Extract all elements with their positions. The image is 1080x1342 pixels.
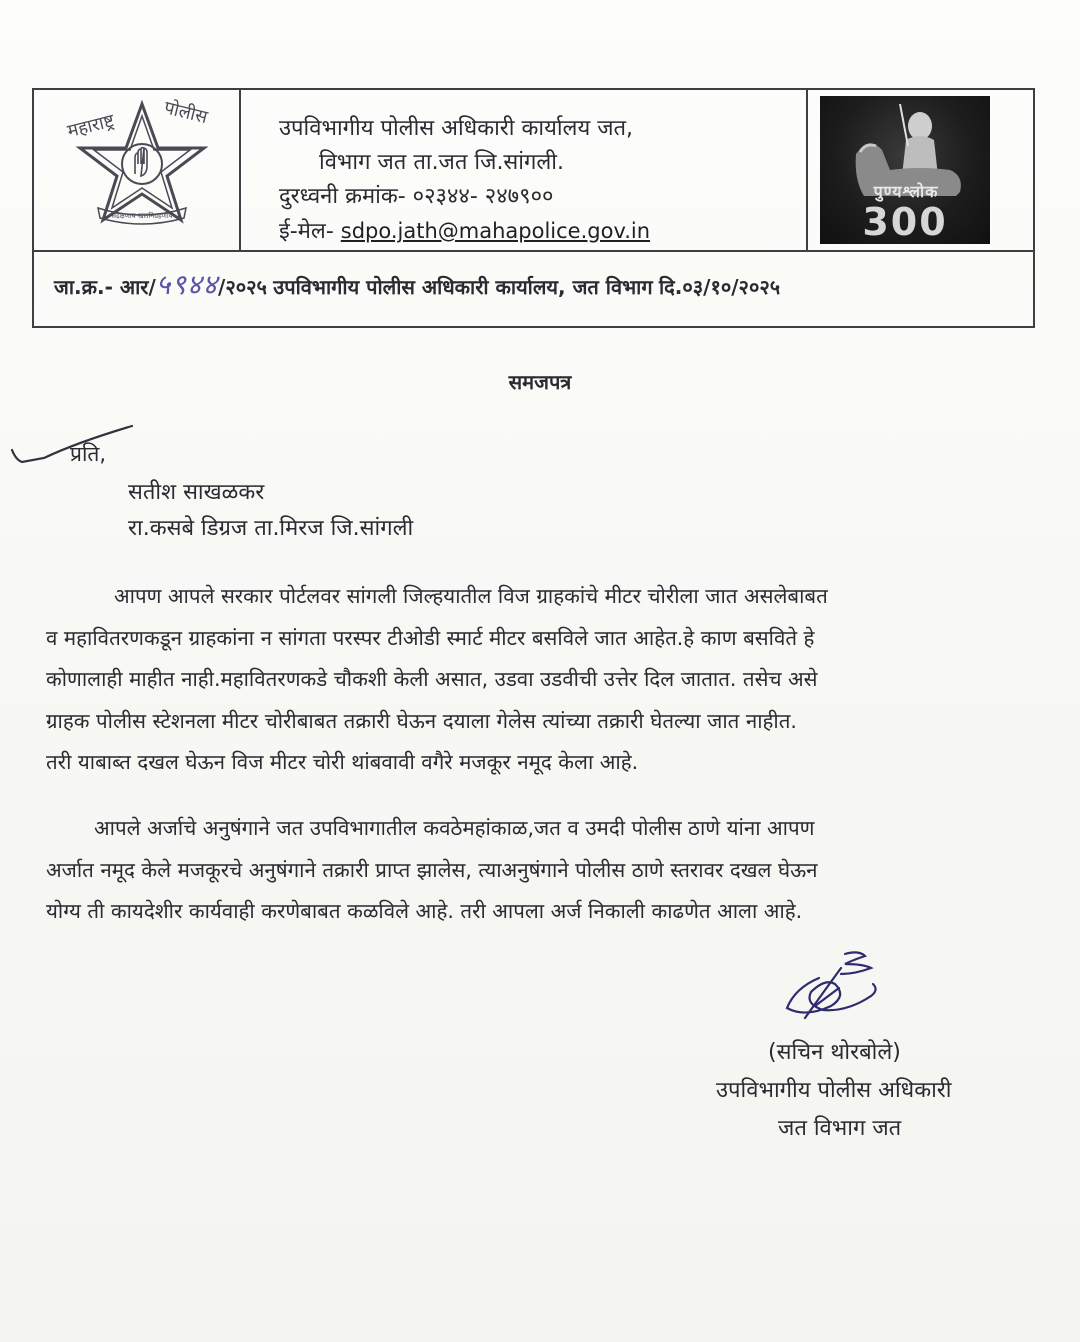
signatory-designation: उपविभागीय पोलीस अधिकारी (716, 1078, 952, 1103)
reference-line (54, 270, 1014, 302)
maharashtra-police-emblem-icon (34, 90, 234, 246)
email-line (279, 214, 799, 249)
emblem-ribbon-text: सद्रक्षणाय खलनिग्रहणाय (111, 212, 173, 220)
office-line-1: उपविभागीय पोलीस अधिकारी कार्यालय जत, (279, 116, 634, 141)
phone-label: दुरध्वनी क्रमांक- (279, 184, 406, 209)
para2-line-3: योग्य ती कायदेशीर कार्यवाही करणेबाबत कळविले आहे. तरी आपला अर्ज निकाली काढणेत आला आहे. (46, 899, 803, 923)
para1-line-5: तरी याबाब्त दखल घेऊन विज मीटर चोरी थांबवावी वगैरे मजकूर नमूद केला आहे. (46, 750, 639, 774)
tribute-label: पुण्यश्लोक (873, 182, 939, 201)
emblem-cell (34, 90, 241, 250)
para1-line-3: कोणालाही माहीत नाही.महावितरणकडे चौकशी केली असात, उडवा उडवीची उत्तेर दिल जातात. तसेच असे (46, 667, 818, 691)
recipient-address: रा.कसबे डिग्रज ता.मिरज जि.सांगली (128, 516, 414, 541)
tribute-number: 300 (862, 200, 948, 244)
letter-heading: समजपत्र (508, 370, 572, 394)
para1-line-4: ग्राहक पोलीस स्टेशनला मीटर चोरीबाबत तक्रारी घेऊन दयाला गेलेस त्यांच्या तक्रारी घेतल्या जात नाहीत. (46, 708, 797, 733)
email-label: ई-मेल- (279, 219, 334, 244)
email-link[interactable]: sdpo.jath@mahapolice.gov.in (340, 219, 651, 243)
ref-year: /२०२५ (218, 275, 267, 299)
para1-line-1: आपण आपले सरकार पोर्टलवर सांगली जिल्हयातील विज ग्राहकांचे मीटर चोरीला जात असलेबाबत (114, 584, 828, 608)
letterhead (32, 88, 1035, 328)
phone-line (279, 180, 799, 214)
signatory-name: (सचिन थोरबोले) (768, 1040, 901, 1065)
office-details (279, 112, 799, 249)
emblem-text-right: पोलीस (161, 97, 210, 129)
recipient-name: सतीश साखळकर (128, 480, 265, 505)
para2-line-1: आपले अर्जाचे अनुषंगाने जत उपविभागातील कवठेमहांकाळ,जत व उमदी पोलीस ठाणे यांना आपण (94, 816, 815, 840)
para1-line-2: व महावितरणकडून ग्राहकांना न सांगता परस्पर टीओडी स्मार्ट मीटर बसविले जात आहेत.हे काण बसविते हे (46, 625, 815, 650)
ref-prefix: जा.क्र.- आर/ (54, 275, 156, 299)
office-line-2: विभाग जत ता.जत जि.सांगली. (319, 150, 564, 175)
paragraph-1 (46, 576, 1021, 784)
phone-number: ०२३४४- २४७९०० (412, 184, 554, 209)
tribute-image (820, 96, 990, 244)
para2-line-2: अर्जात नमूद केले मजकूरचे अनुषंगाने तक्रारी प्राप्त झालेस, त्याअनुषंगाने पोलीस ठाणे स्तरावर दखल घेऊन (46, 857, 818, 882)
to-label: प्रति, (70, 442, 107, 466)
ref-handwritten-number: ५९४४ (155, 268, 219, 301)
ref-date: दि.०३/१०/२०२५ (658, 275, 781, 299)
signature-mark (775, 948, 895, 1028)
signatory-office: जत विभाग जत (778, 1116, 902, 1141)
ref-office: उपविभागीय पोलीस अधिकारी कार्यालय, जत विभाग (273, 275, 653, 299)
letterhead-top-row (34, 90, 1033, 252)
tribute-image-cell (806, 90, 1033, 250)
paragraph-2 (46, 808, 1021, 933)
emblem-text-left: महाराष्ट्र (65, 110, 117, 143)
